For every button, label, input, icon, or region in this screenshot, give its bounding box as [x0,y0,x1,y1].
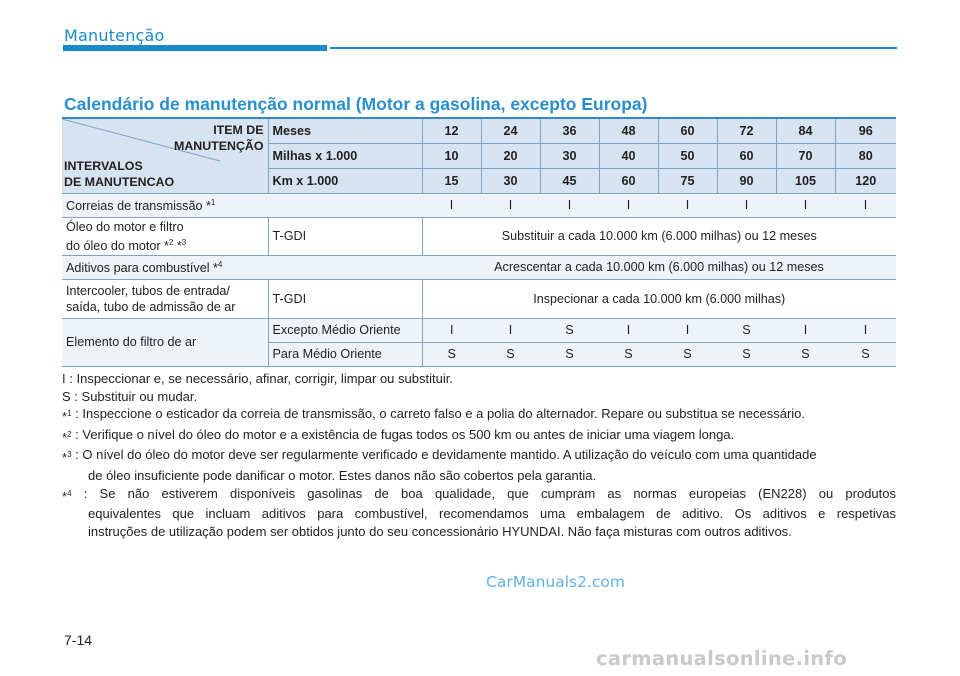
header-value: 12 [422,118,481,143]
interval-cell: I [835,318,896,342]
interval-cell: I [422,318,481,342]
table-row-intercooler [62,279,896,318]
interval-text: Substituir a cada 10.000 km (6.000 milhas) ou 12 meses [422,217,896,255]
header-value: 45 [540,168,599,193]
header-value: 120 [835,168,896,193]
section-rule-thin [330,47,897,49]
interval-cell: I [776,318,835,342]
interval-cell: S [835,342,896,366]
interval-text: Inspecionar a cada 10.000 km (6.000 milhas) [422,279,896,318]
interval-cell: S [540,342,599,366]
section-rule-thick [63,45,327,51]
table-corner-cell [62,118,268,193]
interval-cell: I [599,193,658,217]
interval-cell: I [835,193,896,217]
engine-variant: T-GDI [268,279,422,318]
interval-cell: I [776,193,835,217]
header-value: 20 [481,143,540,168]
header-value: 60 [717,143,776,168]
table-row-air-filter [62,318,896,342]
interval-cell: S [599,342,658,366]
page-heading: Calendário de manutenção normal (Motor a gasolina, excepto Europa) [64,94,648,114]
item-label: Aditivos para combustível *$^4$ [62,255,422,279]
interval-cell: S [658,342,717,366]
interval-cell: S [717,342,776,366]
interval-cell: I [481,318,540,342]
item-label: Intercooler, tubos de entrada/ saída, tubo de admissão de ar [62,279,268,318]
footnote-1: *$^1$ : Inspeccione o esticador da correia de transmissão, o carreto falso e a polia do alternador. Repare ou substitua se necessário. [62,406,806,425]
header-value: 84 [776,118,835,143]
header-value: 48 [599,118,658,143]
footnote-4: *$^4$ : Se não estiverem disponíveis gasolinas de boa qualidade, que cumpram as normas europeias (EN228) ou produtos [62,485,896,504]
header-value: 60 [658,118,717,143]
header-value: 90 [717,168,776,193]
interval-cell: I [422,193,481,217]
header-value: 30 [540,143,599,168]
interval-cell: S [776,342,835,366]
header-value: 80 [835,143,896,168]
item-label: Elemento do filtro de ar [62,318,268,366]
header-value: 40 [599,143,658,168]
interval-cell: S [717,318,776,342]
header-row-months [62,118,896,143]
item-label: Óleo do motor e filtro do óleo do motor *$^2$ *$^3$ [62,217,268,255]
footnote-2: *$^2$ : Verifique o nível do óleo do motor e a existência de fugas todos os 500 km ou antes de iniciar uma viagem longa. [62,426,735,445]
header-value: 105 [776,168,835,193]
footer-logo: carmanualsonline.info [596,647,847,670]
footnote-4-cont2: instruções de utilização podem ser obtidos junto do seu concessionário HYUNDAI. Não faça misturas com outros aditivos. [88,523,792,539]
header-label: Milhas x 1.000 [268,143,422,168]
header-value: 24 [481,118,540,143]
header-value: 72 [717,118,776,143]
footnote-4-cont: equivalentes que incluam aditivos para combustível, recomendamos uma embalagem de aditivo. Os aditivos e respetivas [88,506,896,522]
interval-cell: I [717,193,776,217]
interval-cell: I [540,193,599,217]
footnote-3: *$^3$ : O nível do óleo do motor deve ser regularmente verificado e devidamente mantido. A utilização do veículo com uma quantidade [62,447,817,466]
corner-item-label: ITEM DE MANUTENÇÃO [174,123,264,153]
interval-cell: I [599,318,658,342]
interval-cell: I [658,318,717,342]
region-variant: Excepto Médio Oriente [268,318,422,342]
table-row-drive-belts [62,193,896,217]
interval-cell: S [422,342,481,366]
interval-cell: I [481,193,540,217]
section-title: Manutenção [64,26,165,45]
page-number: 7-14 [64,632,93,648]
engine-variant: T-GDI [268,217,422,255]
footnote-3-cont: de óleo insuficiente pode danificar o motor. Estes danos não são cobertos pela garantia. [88,467,597,483]
table-row-fuel-additives [62,255,896,279]
interval-cell: S [481,342,540,366]
note-inspect: I : Inspeccionar e, se necessário, afinar, corrigir, limpar ou substituir. [62,371,453,386]
header-value: 96 [835,118,896,143]
header-value: 30 [481,168,540,193]
corner-interval-label: INTERVALOS DE MANUTENCAO [64,158,175,189]
interval-cell: I [658,193,717,217]
note-substitute: S : Substituir ou mudar. [62,388,198,404]
watermark-link[interactable]: CarManuals2.com [486,573,625,591]
header-value: 70 [776,143,835,168]
legend-notes [62,370,896,540]
header-value: 36 [540,118,599,143]
header-value: 15 [422,168,481,193]
header-value: 60 [599,168,658,193]
header-value: 50 [658,143,717,168]
table-row-engine-oil [62,217,896,255]
header-value: 10 [422,143,481,168]
item-label: Correias de transmissão *$^1$ [62,193,422,217]
interval-cell: S [540,318,599,342]
header-label: Meses [268,118,422,143]
header-value: 75 [658,168,717,193]
header-label: Km x 1.000 [268,168,422,193]
region-variant: Para Médio Oriente [268,342,422,366]
maintenance-schedule-table [62,117,896,367]
interval-text: Acrescentar a cada 10.000 km (6.000 milhas) ou 12 meses [422,255,896,279]
